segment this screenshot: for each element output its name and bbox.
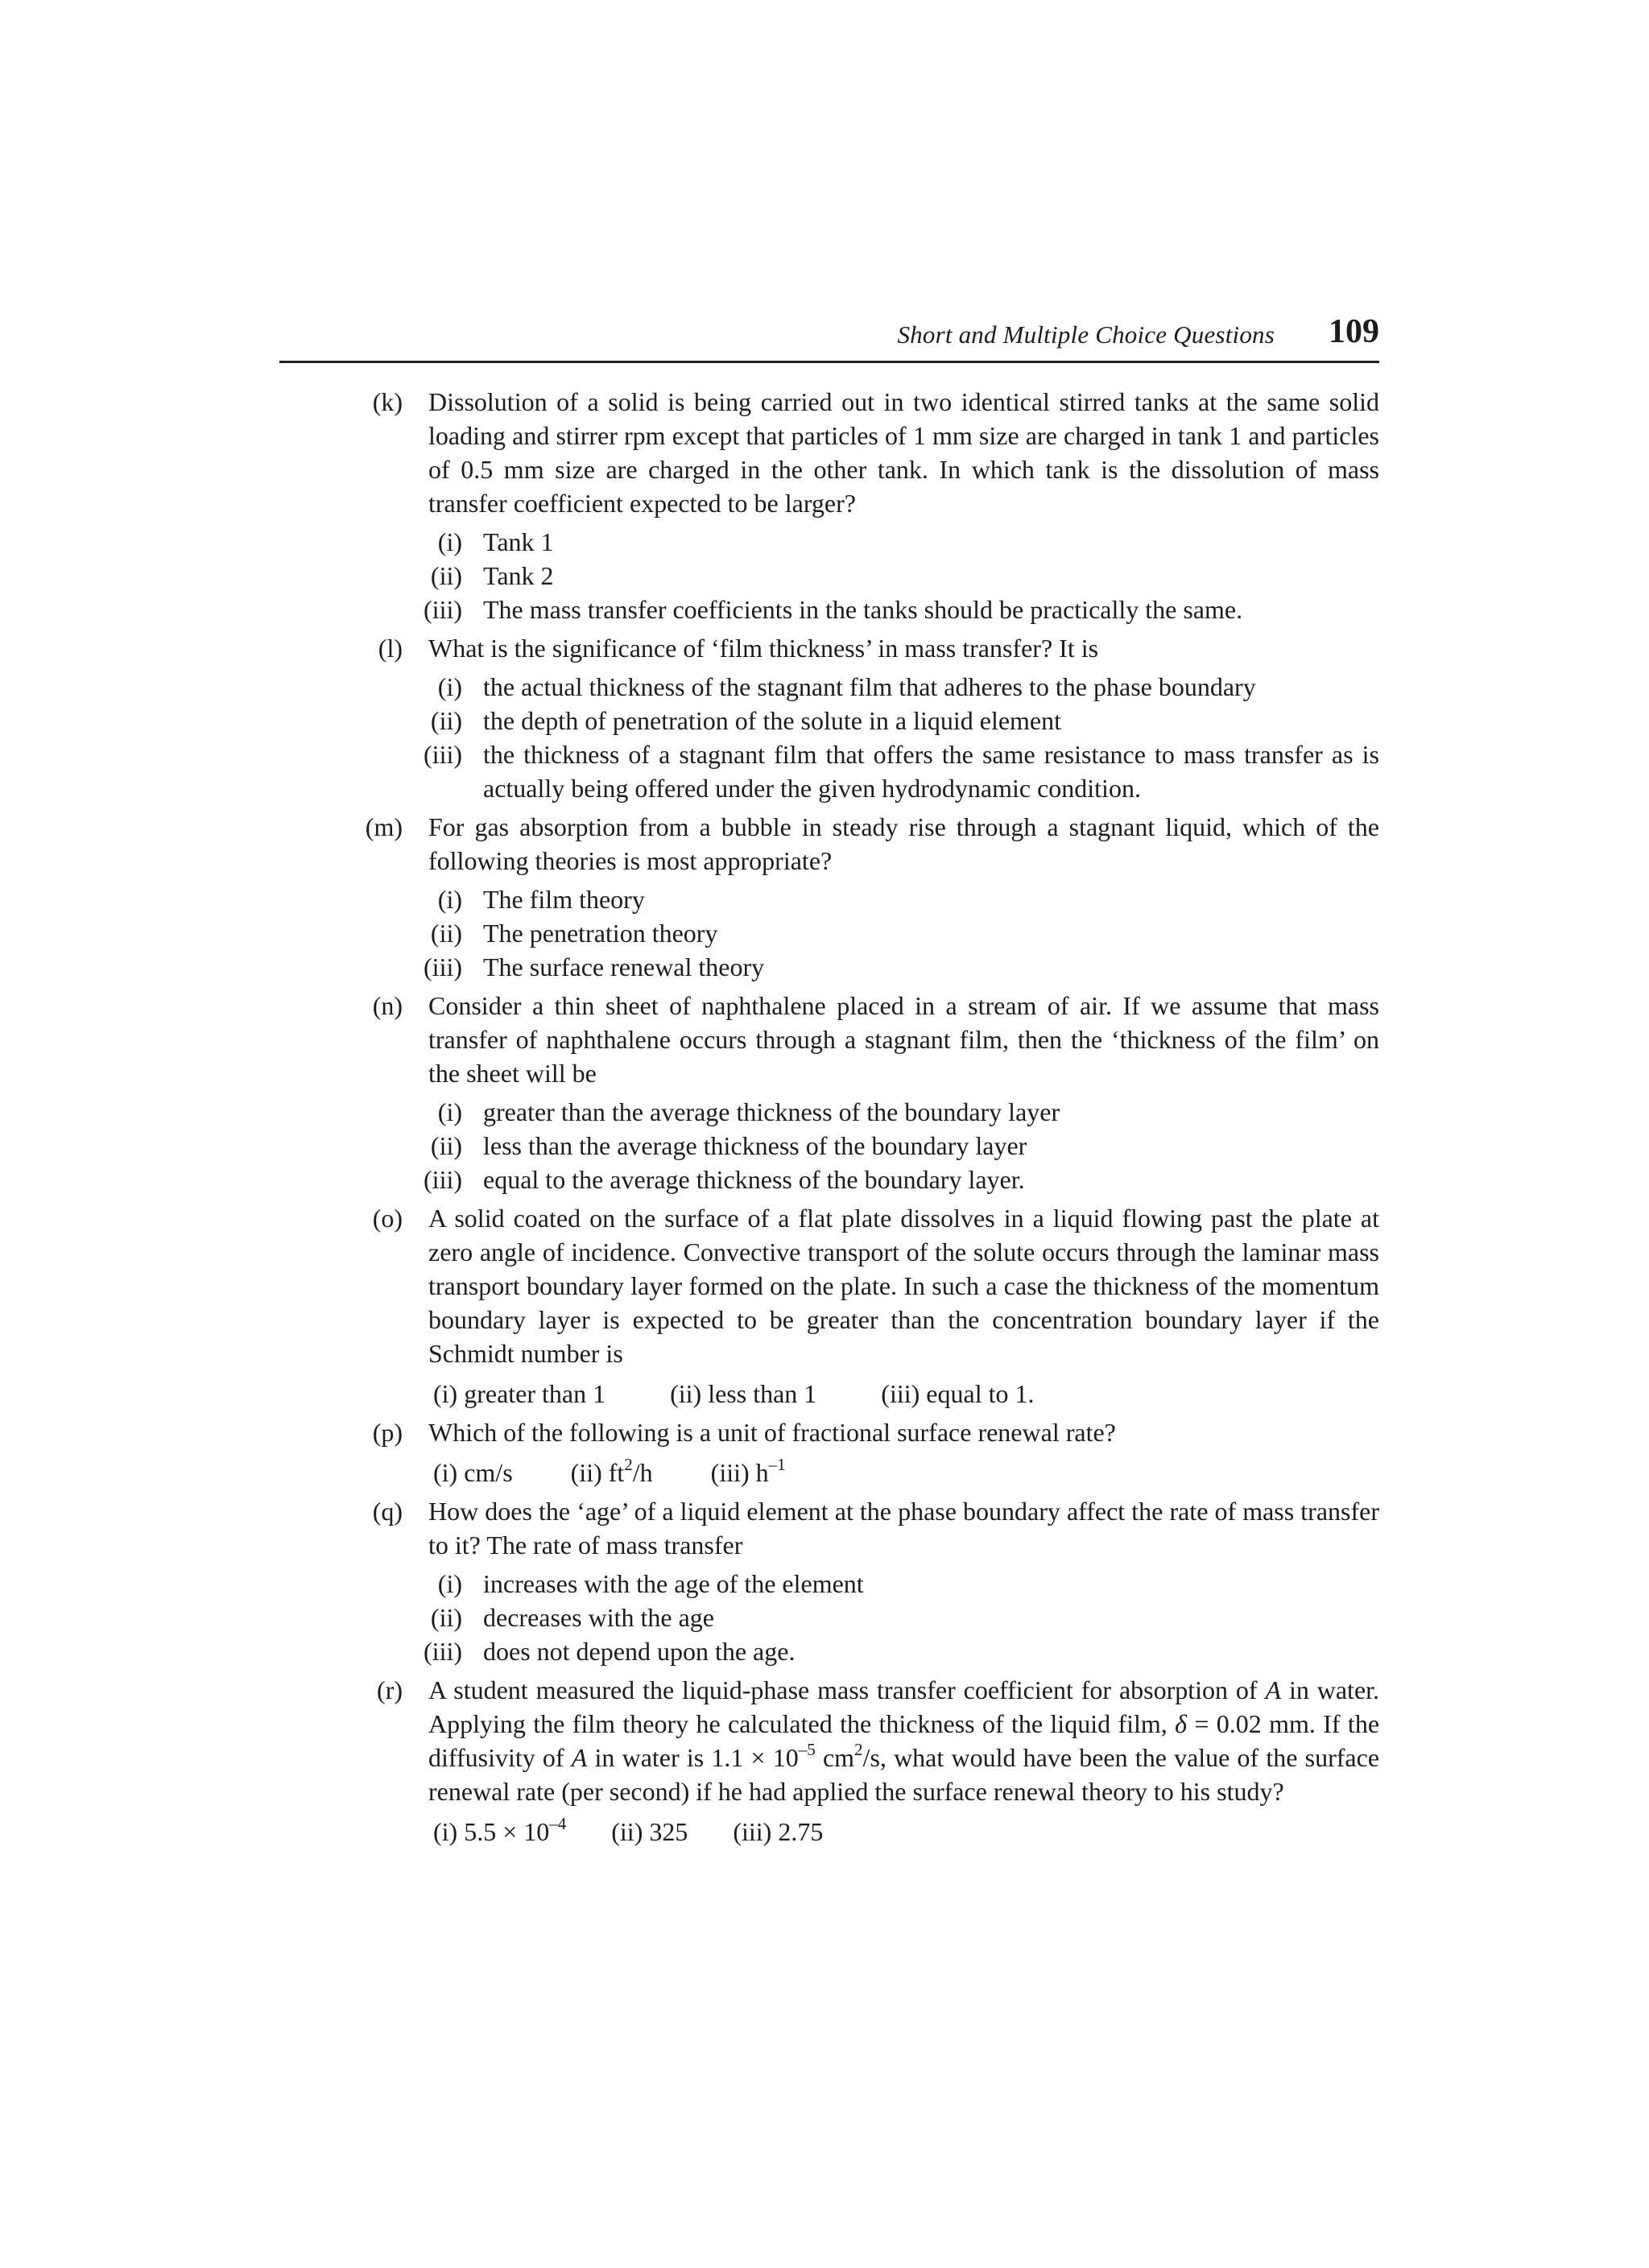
question-text: Which of the following is a unit of fractional surface renewal rate?	[428, 1418, 1116, 1447]
superscript: 2	[624, 1455, 633, 1475]
option-label: (iii)	[424, 740, 462, 769]
question-text: Dissolution of a solid is being carried out in two identical stirred tanks at the same solid loading and stirrer rpm except that particles of 1 mm size are charged in tank 1 and particles of 0.5 mm size are charged in the other tank. In which tank is the dissolution of mass transfer coefficient expected to be larger?	[428, 387, 1379, 518]
text-segment: /s, what would have been the value of the surface renewal rate (per second) if he had applied the surface renewal theory to his study?	[428, 1743, 1380, 1806]
question-list	[0, 385, 1649, 1853]
text-segment: in water is 1.1 × 10	[594, 1743, 799, 1772]
question-label: (o)	[372, 1204, 403, 1233]
option-item	[0, 525, 1649, 559]
text-segment: in water. Applying the film theory he calculated the thickness of the liquid film,	[428, 1675, 1380, 1738]
option-text: Tank 2	[483, 561, 554, 590]
option-text: the actual thickness of the stagnant film that adheres to the phase boundary	[483, 672, 1256, 701]
question-label: (l)	[378, 634, 403, 663]
option-label: (i)	[437, 527, 462, 556]
question-label: (q)	[372, 1497, 403, 1526]
inline-option-list	[433, 1456, 1649, 1489]
question-k	[0, 385, 1649, 626]
option-item	[0, 593, 1649, 626]
option-label: (ii)	[430, 919, 462, 948]
option-list	[0, 1095, 1649, 1196]
option-item: (iii) 2.75	[733, 1817, 824, 1846]
question-text: Consider a thin sheet of naphthalene placed in a stream of air. If we assume that mass transfer of naphthalene occurs through a stagnant film, then the ‘thickness of the film’ on the sheet will be	[428, 991, 1379, 1088]
option-item	[0, 559, 1649, 593]
question-r	[0, 1673, 1649, 1849]
option-label: (ii)	[430, 561, 462, 590]
option-label: (i)	[437, 1097, 462, 1126]
question-text: What is the significance of ‘film thickness’ in mass transfer? It is	[428, 634, 1099, 663]
question-text	[428, 1673, 1379, 1808]
superscript: 2	[854, 1740, 863, 1760]
option-label: (i)	[437, 1569, 462, 1598]
option-item	[0, 704, 1649, 737]
variable-a: A	[571, 1743, 588, 1772]
option-label: (ii)	[430, 1131, 462, 1160]
question-n	[0, 989, 1649, 1196]
page-header	[279, 313, 1379, 363]
question-o	[0, 1201, 1649, 1411]
option-text: Tank 1	[483, 527, 554, 556]
option-text: decreases with the age	[483, 1603, 714, 1632]
option-text: (i) 5.5 × 10	[433, 1817, 550, 1846]
option-item	[0, 1634, 1649, 1668]
option-item: (ii) 325	[611, 1817, 688, 1846]
option-item	[0, 916, 1649, 950]
option-item	[0, 950, 1649, 984]
option-label: (i)	[437, 885, 462, 914]
option-text: less than the average thickness of the boundary layer	[483, 1131, 1027, 1160]
option-text: The penetration theory	[483, 919, 718, 948]
question-p	[0, 1415, 1649, 1489]
option-text: equal to the average thickness of the boundary layer.	[483, 1165, 1025, 1194]
option-list	[0, 882, 1649, 984]
inline-option-list	[433, 1377, 1649, 1411]
question-l	[0, 631, 1649, 805]
option-item	[0, 882, 1649, 916]
option-item	[711, 1456, 786, 1489]
option-item	[0, 1567, 1649, 1601]
option-item	[0, 1095, 1649, 1129]
option-label: (iii)	[424, 595, 462, 624]
text-segment: A student measured the liquid-phase mass transfer coefficient for absorption of	[428, 1675, 1258, 1704]
option-text: does not depend upon the age.	[483, 1637, 796, 1666]
option-item	[0, 1129, 1649, 1163]
option-item	[0, 1163, 1649, 1196]
option-label: (iii)	[424, 1637, 462, 1666]
option-text: greater than the average thickness of the boundary layer	[483, 1097, 1060, 1126]
option-item	[571, 1456, 653, 1489]
option-text: The film theory	[483, 885, 645, 914]
option-item: (iii) equal to 1.	[881, 1379, 1035, 1408]
option-text: The mass transfer coefficients in the tanks should be practically the same.	[483, 595, 1243, 624]
option-label: (iii)	[424, 952, 462, 981]
text-segment: cm	[822, 1743, 855, 1772]
page-number: 109	[1329, 313, 1379, 350]
superscript: –1	[768, 1455, 786, 1475]
option-text: /h	[632, 1458, 653, 1487]
delta-symbol: δ	[1175, 1709, 1188, 1738]
question-label: (n)	[372, 991, 403, 1020]
question-text: How does the ‘age’ of a liquid element at the phase boundary affect the rate of mass transfer to it? The rate of mass transfer	[428, 1497, 1379, 1560]
option-text: The surface renewal theory	[483, 952, 765, 981]
option-item: (i) cm/s	[433, 1458, 513, 1487]
superscript: –5	[798, 1740, 816, 1760]
superscript: –4	[549, 1814, 567, 1834]
question-text: For gas absorption from a bubble in steady rise through a stagnant liquid, which of the following theories is most appropriate?	[428, 812, 1379, 875]
option-list	[0, 525, 1649, 626]
inline-option-list	[433, 1815, 1649, 1849]
running-title: Short and Multiple Choice Questions	[897, 320, 1275, 349]
option-label: (iii)	[424, 1165, 462, 1194]
option-item	[0, 1601, 1649, 1634]
text-segment: = 0.02 mm. If the diffusivity of	[428, 1709, 1380, 1772]
option-item: (i) greater than 1	[433, 1379, 606, 1408]
option-item: (ii) less than 1	[670, 1379, 817, 1408]
option-item	[0, 737, 1649, 805]
question-label: (k)	[372, 387, 403, 416]
option-list	[0, 1567, 1649, 1668]
option-label: (ii)	[430, 706, 462, 735]
option-text: (iii) h	[710, 1458, 769, 1487]
question-m	[0, 810, 1649, 984]
option-text: the depth of penetration of the solute in a liquid element	[483, 706, 1062, 735]
question-text: A solid coated on the surface of a flat plate dissolves in a liquid flowing past the plate at zero angle of incidence. Convective transport of the solute occurs through the laminar mass transport boundary layer formed on the plate. In such a case the thickness of the momentum boundary layer is expected to be greater than the concentration boundary layer if the Schmidt number is	[428, 1204, 1379, 1368]
option-item	[433, 1815, 566, 1849]
option-item	[0, 670, 1649, 704]
option-text: increases with the age of the element	[483, 1569, 864, 1598]
option-label: (i)	[437, 672, 462, 701]
option-list	[0, 670, 1649, 805]
question-label: (p)	[372, 1418, 403, 1447]
option-text: the thickness of a stagnant film that offers the same resistance to mass transfer as is actually being offered under the given hydrodynamic condition.	[483, 740, 1379, 803]
option-text: (ii) ft	[570, 1458, 625, 1487]
question-q	[0, 1494, 1649, 1668]
option-label: (ii)	[430, 1603, 462, 1632]
question-label: (m)	[365, 812, 403, 841]
variable-a: A	[1265, 1675, 1282, 1704]
question-label: (r)	[377, 1675, 403, 1704]
